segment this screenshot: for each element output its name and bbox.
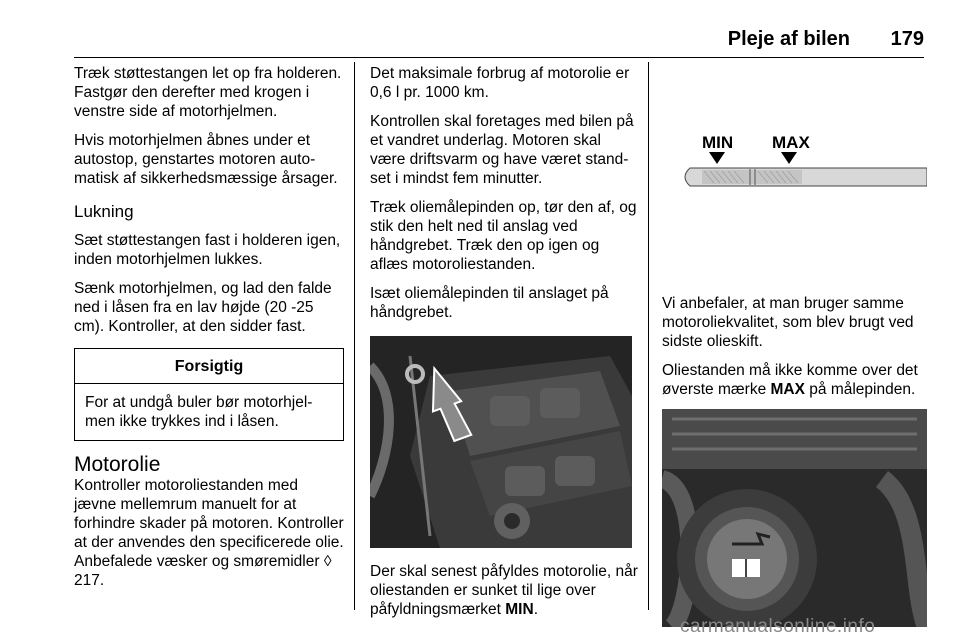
dipstick-icon [685,168,927,186]
column-divider [648,62,649,610]
paragraph: Kontroller motoroliestanden med jævne mellemrum manuelt for at forhindre skader på motoren. Kontroller at der anvendes den specificerede olie. Anbefalede væsker og smøremidler ◊ 217. [74,477,344,589]
paragraph: Vi anbefaler, at man bruger samme motoroliekvalitet, som blev brugt ved sidste olieskift. [662,295,914,350]
caution-text: For at undgå buler bør motorhjelmen ikke trykkes ind i låsen. [85,394,313,430]
paragraph: Det maksimale forbrug af motorolie er 0,6 l pr. 1000 km. [370,65,630,101]
caution-title: Forsigtig [75,349,343,384]
max-marker-icon [781,152,797,164]
paragraph: Der skal senest påfyldes motorolie, når oliestanden er sunket til lige over påfyldningsmærket MIN. [370,563,638,618]
page-reference-link[interactable]: ◊ 217. [74,553,332,589]
paragraph: Træk støttestangen let op fra holderen. Fastgør den derefter med krogen i venstre side af motorhjelmen. [74,65,342,120]
paragraph: Kontrollen skal foretages med bilen på et vandret underlag. Motoren skal være driftsvarm og have været standset i mindst fem minutter. [370,113,634,187]
paragraph: Træk oliemålepinden op, tør den af, og stik den helt ned til anslag ved håndgrebet. Træk den op igen og aflæs motoroliestanden. [370,199,637,273]
watermark: carmanualsonline.info [680,616,876,637]
min-marker-icon [709,152,725,164]
section-heading-closing: Lukning [74,202,134,221]
paragraph: Sæt støttestangen fast i holderen igen, inden motorhjelmen lukkes. [74,232,341,268]
paragraph: Oliestanden må ikke komme over det øverste mærke MAX på målepinden. [662,362,918,398]
oil-filler-cap-figure [662,409,927,627]
reference-arrow-icon: ◊ [323,553,332,570]
column-right [662,294,932,627]
dipstick-max-label: MAX [772,133,810,152]
page-header [0,0,960,60]
page-number: 179 [890,28,924,50]
section-heading-engine-oil: Motorolie [74,453,161,476]
paragraph: Hvis motorhjelmen åbnes under et autostop, genstartes motoren automatisk af sikkerhedsmæssige årsager. [74,132,338,187]
caution-box [74,348,344,441]
header-rule [74,57,924,58]
paragraph: Sænk motorhjelmen, og lad den falde ned i låsen fra en lav højde (20 -25 cm). Kontroller, at den sidder fast. [74,280,332,335]
dipstick-min-label: MIN [702,133,734,152]
column-left [74,64,344,600]
dipstick-min-max-figure [662,70,927,280]
page-title: Pleje af bilen [727,28,850,50]
engine-bay-dipstick-figure [370,336,632,548]
column-divider [354,62,355,610]
column-middle [370,64,638,629]
paragraph: Isæt oliemålepinden til anslaget på håndgrebet. [370,285,609,321]
